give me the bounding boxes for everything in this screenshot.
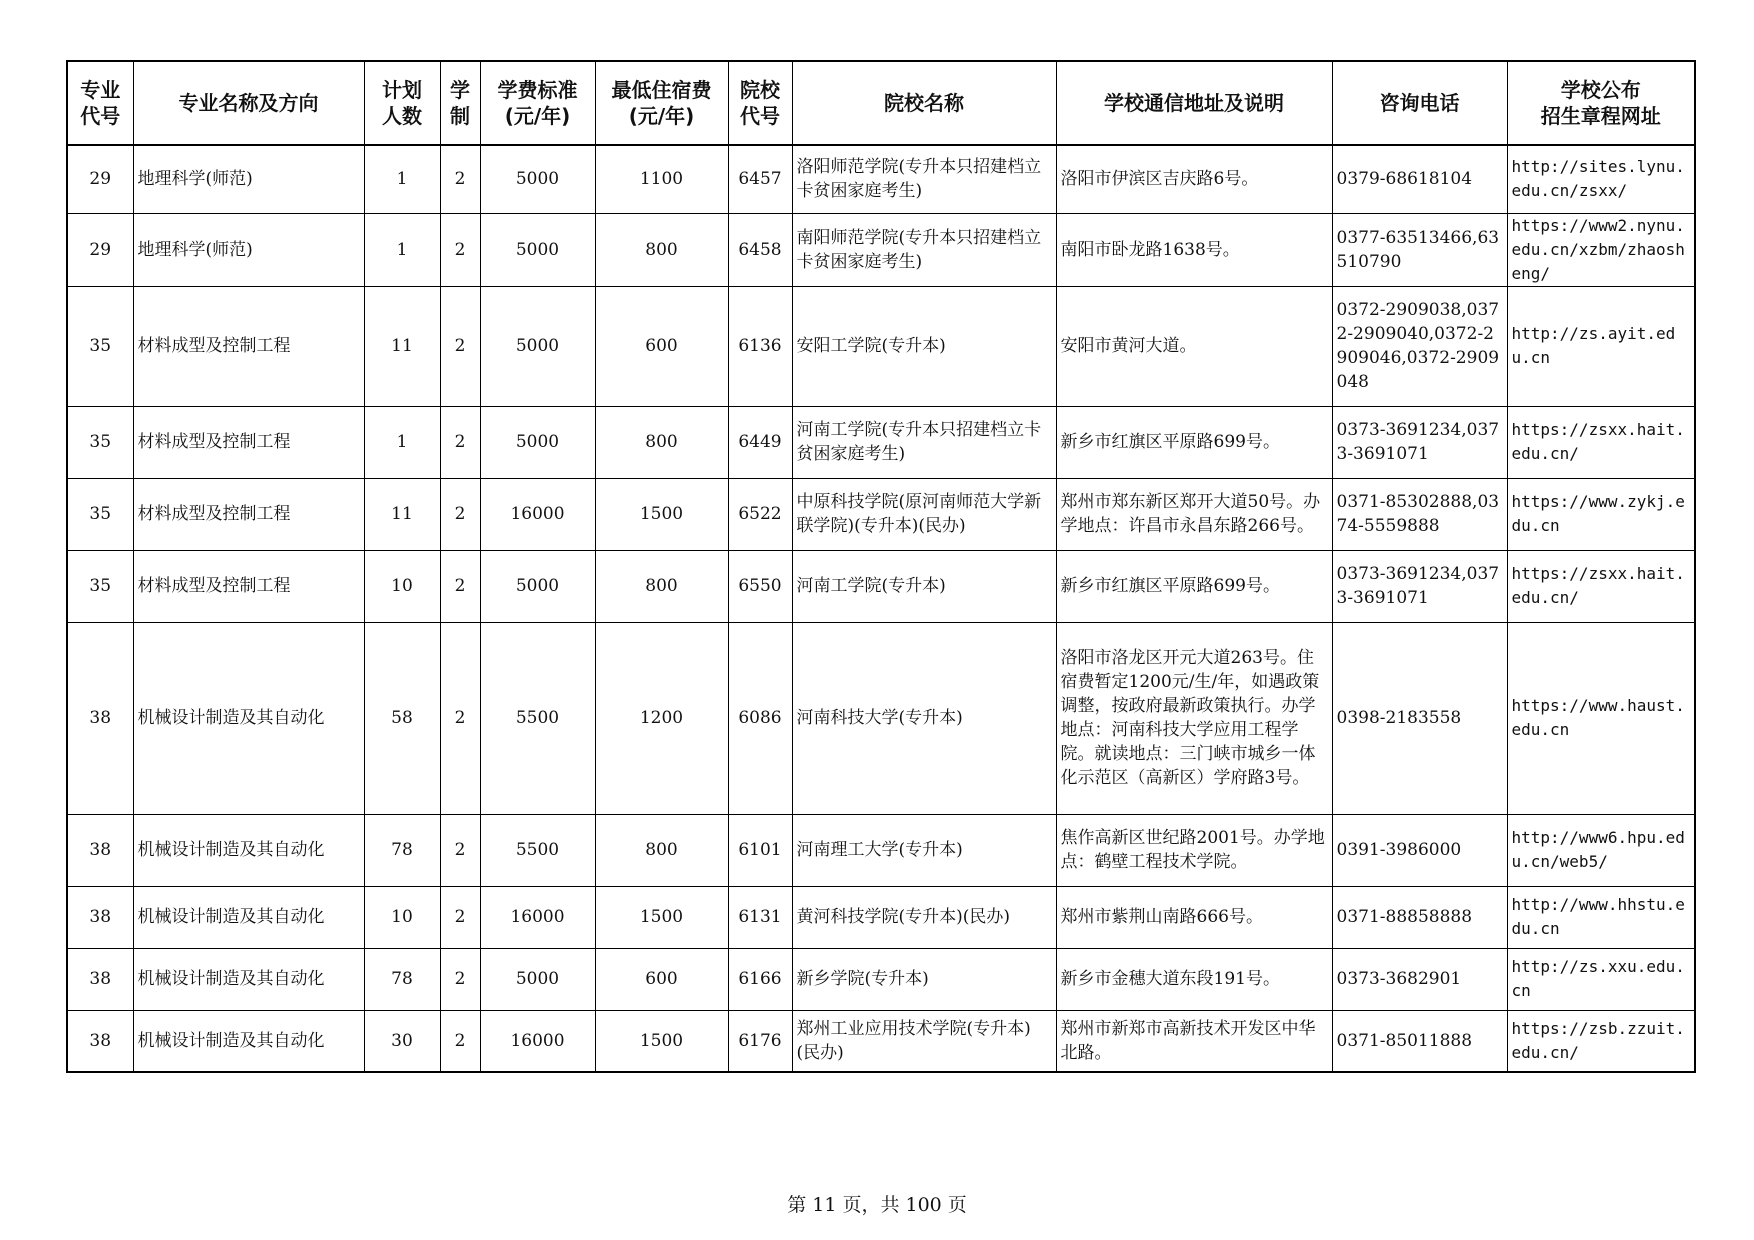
major-name-header: 专业名称及方向	[133, 61, 364, 145]
address: 新乡市红旗区平原路699号。	[1056, 406, 1332, 478]
major-name: 机械设计制造及其自动化	[133, 814, 364, 886]
charter-url: http://www.hhstu.edu.cn	[1507, 886, 1695, 948]
accommodation-fee: 1500	[595, 886, 728, 948]
charter-url: http://zs.xxu.edu.cn	[1507, 948, 1695, 1010]
table-row	[67, 550, 1695, 622]
plan-count: 1	[364, 145, 440, 213]
phone: 0373-3691234,0373-3691071	[1332, 550, 1507, 622]
major-name: 地理科学(师范)	[133, 145, 364, 213]
plan-count: 10	[364, 886, 440, 948]
accommodation-fee: 800	[595, 550, 728, 622]
school-name: 河南工学院(专升本只招建档立卡贫困家庭考生)	[792, 406, 1056, 478]
duration: 2	[440, 145, 480, 213]
school-name: 南阳师范学院(专升本只招建档立卡贫困家庭考生)	[792, 213, 1056, 286]
school-code: 6522	[728, 478, 792, 550]
major-code: 35	[67, 478, 133, 550]
phone-header: 咨询电话	[1332, 61, 1507, 145]
school-code: 6457	[728, 145, 792, 213]
phone: 0371-88858888	[1332, 886, 1507, 948]
major-name: 材料成型及控制工程	[133, 550, 364, 622]
major-code: 38	[67, 1010, 133, 1072]
school-code: 6458	[728, 213, 792, 286]
school-name: 新乡学院(专升本)	[792, 948, 1056, 1010]
address: 洛阳市洛龙区开元大道263号。住宿费暂定1200元/生/年，如遇政策调整，按政府最新政策执行。办学地点：河南科技大学应用工程学院。就读地点：三门峡市城乡一体化示范区（高新区）学府路3号。	[1056, 622, 1332, 814]
plan-count: 11	[364, 286, 440, 406]
phone: 0373-3691234,0373-3691071	[1332, 406, 1507, 478]
school-code: 6086	[728, 622, 792, 814]
tuition: 5000	[480, 406, 595, 478]
accommodation-fee: 1500	[595, 1010, 728, 1072]
major-code: 35	[67, 550, 133, 622]
accommodation-fee: 800	[595, 406, 728, 478]
school-name: 安阳工学院(专升本)	[792, 286, 1056, 406]
tuition: 5000	[480, 213, 595, 286]
major-code: 29	[67, 145, 133, 213]
accommodation-fee-header: 最低住宿费 (元/年)	[595, 61, 728, 145]
phone: 0391-3986000	[1332, 814, 1507, 886]
plan-count: 58	[364, 622, 440, 814]
school-code: 6101	[728, 814, 792, 886]
accommodation-fee: 1200	[595, 622, 728, 814]
phone: 0372-2909038,0372-2909040,0372-2909046,0372-2909048	[1332, 286, 1507, 406]
address: 安阳市黄河大道。	[1056, 286, 1332, 406]
plan-count-header: 计划 人数	[364, 61, 440, 145]
plan-count: 1	[364, 406, 440, 478]
school-name: 洛阳师范学院(专升本只招建档立卡贫困家庭考生)	[792, 145, 1056, 213]
table-row	[67, 1010, 1695, 1072]
school-code: 6136	[728, 286, 792, 406]
charter-url: http://www6.hpu.edu.cn/web5/	[1507, 814, 1695, 886]
school-code: 6449	[728, 406, 792, 478]
duration: 2	[440, 1010, 480, 1072]
charter-url: https://zsxx.hait.edu.cn/	[1507, 406, 1695, 478]
address: 郑州市新郑市高新技术开发区中华北路。	[1056, 1010, 1332, 1072]
table-row	[67, 145, 1695, 213]
tuition: 5500	[480, 622, 595, 814]
tuition: 5000	[480, 145, 595, 213]
charter-url: https://zsxx.hait.edu.cn/	[1507, 550, 1695, 622]
tuition: 5000	[480, 948, 595, 1010]
address: 焦作高新区世纪路2001号。办学地点：鹤壁工程技术学院。	[1056, 814, 1332, 886]
accommodation-fee: 600	[595, 286, 728, 406]
plan-count: 78	[364, 814, 440, 886]
school-code: 6550	[728, 550, 792, 622]
plan-count: 10	[364, 550, 440, 622]
school-code: 6131	[728, 886, 792, 948]
tuition: 16000	[480, 478, 595, 550]
school-name: 郑州工业应用技术学院(专升本)(民办)	[792, 1010, 1056, 1072]
major-name: 地理科学(师范)	[133, 213, 364, 286]
tuition: 5000	[480, 286, 595, 406]
major-code: 35	[67, 286, 133, 406]
accommodation-fee: 800	[595, 814, 728, 886]
table-row	[67, 886, 1695, 948]
accommodation-fee: 1100	[595, 145, 728, 213]
phone: 0398-2183558	[1332, 622, 1507, 814]
major-code: 29	[67, 213, 133, 286]
table-row	[67, 213, 1695, 286]
major-name: 机械设计制造及其自动化	[133, 622, 364, 814]
major-code: 38	[67, 814, 133, 886]
accommodation-fee: 800	[595, 213, 728, 286]
major-code: 35	[67, 406, 133, 478]
major-name: 机械设计制造及其自动化	[133, 948, 364, 1010]
table-row	[67, 622, 1695, 814]
school-name: 河南工学院(专升本)	[792, 550, 1056, 622]
charter-url: https://www2.nynu.edu.cn/xzbm/zhaosheng/	[1507, 213, 1695, 286]
plan-count: 11	[364, 478, 440, 550]
school-name: 河南理工大学(专升本)	[792, 814, 1056, 886]
school-name: 中原科技学院(原河南师范大学新联学院)(专升本)(民办)	[792, 478, 1056, 550]
duration: 2	[440, 550, 480, 622]
major-name: 材料成型及控制工程	[133, 406, 364, 478]
major-code: 38	[67, 886, 133, 948]
tuition-header: 学费标准 (元/年)	[480, 61, 595, 145]
admissions-table	[66, 60, 1696, 1073]
address: 郑州市紫荆山南路666号。	[1056, 886, 1332, 948]
tuition: 16000	[480, 1010, 595, 1072]
charter-url: http://zs.ayit.edu.cn	[1507, 286, 1695, 406]
duration: 2	[440, 478, 480, 550]
duration: 2	[440, 213, 480, 286]
school-code: 6166	[728, 948, 792, 1010]
address: 南阳市卧龙路1638号。	[1056, 213, 1332, 286]
address: 新乡市金穗大道东段191号。	[1056, 948, 1332, 1010]
address: 洛阳市伊滨区吉庆路6号。	[1056, 145, 1332, 213]
phone: 0371-85302888,0374-5559888	[1332, 478, 1507, 550]
accommodation-fee: 1500	[595, 478, 728, 550]
duration-header: 学 制	[440, 61, 480, 145]
table-row	[67, 286, 1695, 406]
table-row	[67, 814, 1695, 886]
table-header-row	[67, 61, 1695, 145]
major-name: 材料成型及控制工程	[133, 478, 364, 550]
plan-count: 1	[364, 213, 440, 286]
school-name-header: 院校名称	[792, 61, 1056, 145]
duration: 2	[440, 948, 480, 1010]
school-name: 河南科技大学(专升本)	[792, 622, 1056, 814]
duration: 2	[440, 406, 480, 478]
charter-url: https://www.zykj.edu.cn	[1507, 478, 1695, 550]
major-name: 机械设计制造及其自动化	[133, 1010, 364, 1072]
major-name: 材料成型及控制工程	[133, 286, 364, 406]
charter-url: https://www.haust.edu.cn	[1507, 622, 1695, 814]
phone: 0371-85011888	[1332, 1010, 1507, 1072]
duration: 2	[440, 622, 480, 814]
school-code-header: 院校 代号	[728, 61, 792, 145]
tuition: 16000	[480, 886, 595, 948]
tuition: 5000	[480, 550, 595, 622]
major-code-header: 专业 代号	[67, 61, 133, 145]
plan-count: 30	[364, 1010, 440, 1072]
address: 郑州市郑东新区郑开大道50号。办学地点：许昌市永昌东路266号。	[1056, 478, 1332, 550]
charter-url: https://zsb.zzuit.edu.cn/	[1507, 1010, 1695, 1072]
charter-url-header: 学校公布 招生章程网址	[1507, 61, 1695, 145]
school-name: 黄河科技学院(专升本)(民办)	[792, 886, 1056, 948]
table-row	[67, 406, 1695, 478]
school-code: 6176	[728, 1010, 792, 1072]
accommodation-fee: 600	[595, 948, 728, 1010]
major-code: 38	[67, 622, 133, 814]
table-row	[67, 478, 1695, 550]
phone: 0373-3682901	[1332, 948, 1507, 1010]
duration: 2	[440, 886, 480, 948]
major-name: 机械设计制造及其自动化	[133, 886, 364, 948]
duration: 2	[440, 814, 480, 886]
page-number: 第 11 页，共 100 页	[787, 1194, 967, 1216]
address: 新乡市红旗区平原路699号。	[1056, 550, 1332, 622]
phone: 0379-68618104	[1332, 145, 1507, 213]
plan-count: 78	[364, 948, 440, 1010]
tuition: 5500	[480, 814, 595, 886]
phone: 0377-63513466,63510790	[1332, 213, 1507, 286]
charter-url: http://sites.lynu.edu.cn/zsxx/	[1507, 145, 1695, 213]
table-row	[67, 948, 1695, 1010]
address-header: 学校通信地址及说明	[1056, 61, 1332, 145]
table-body	[67, 145, 1695, 1072]
duration: 2	[440, 286, 480, 406]
major-code: 38	[67, 948, 133, 1010]
